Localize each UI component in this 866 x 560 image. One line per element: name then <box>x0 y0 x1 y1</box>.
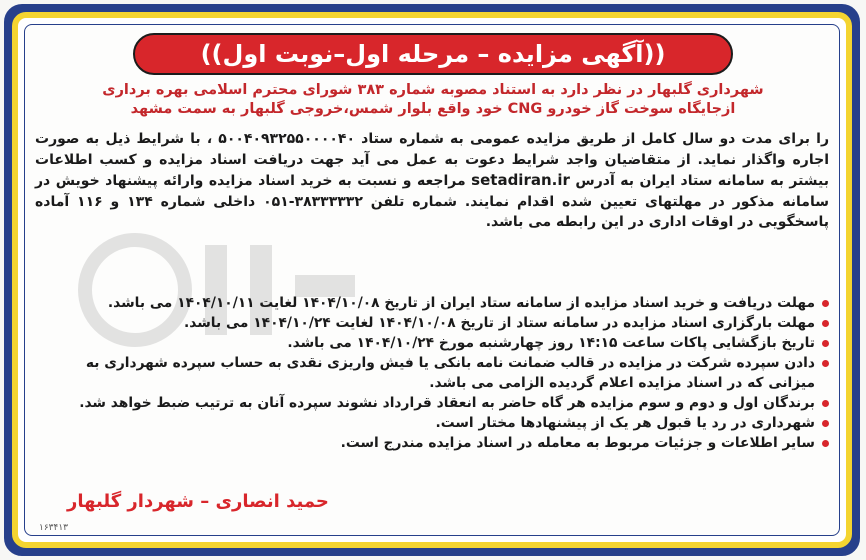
bullet-icon <box>822 300 829 307</box>
conditions-list <box>35 293 829 453</box>
bullet-icon <box>822 320 829 327</box>
title-banner <box>133 33 733 75</box>
intro-line: ازجایگاه سوخت گاز خودرو CNG خود واقع بلوار شمس،خروجی گلبهار به سمت مشهد <box>130 101 736 117</box>
reference-code: ۱۶۳۴۱۳ <box>39 523 69 533</box>
list-item: برندگان اول و دوم و سوم مزایده هر گاه حاضر به انعقاد قرارداد نشوند سپرده آنان به ترتیب ضبط خواهد شد. <box>35 393 829 413</box>
list-item: سایر اطلاعات و جزئیات مربوط به معامله در اسناد مزایده مندرج است. <box>35 433 829 453</box>
bullet-icon <box>822 400 829 407</box>
bullet-icon <box>822 420 829 427</box>
list-item: مهلت دریافت و خرید اسناد مزایده از سامانه ستاد ایران از تاریخ ۱۴۰۴/۱۰/۰۸ لغایت ۱۴۰۴/۱۰/۱۱ می باشد. <box>35 293 829 313</box>
bullet-icon <box>822 360 829 367</box>
list-item: دادن سپرده شرکت در مزایده در قالب ضمانت نامه بانکی یا فیش واریزی نقدی به حساب سپرده شهرداری به میزانی که در اسناد مزایده اعلام گردیده الزامی می باشد. <box>35 353 829 393</box>
signature: حمید انصاری – شهردار گلبهار <box>67 491 329 512</box>
body-part-1: را برای مدت دو سال کامل از طریق مزایده عمومی به شماره ستاد ۵۰۰۴۰۹۳۲۵۵۰۰۰۰۴۰ ، با شرایط ذیل به صورت اجاره واگذار نماید. از متقاضیان واجد شرایط دعوت به عمل می آید جهت دریافت اسناد مزایده و کسب اطلاعات بیشتر به سامانه ستاد ایران به آدرس <box>35 131 830 189</box>
list-item: تاریخ بازگشایی پاکات ساعت ۱۴:۱۵ روز چهارشنبه مورخ ۱۴۰۴/۱۰/۲۴ می باشد. <box>35 333 829 353</box>
setadiran-link[interactable]: setadiran.ir <box>471 171 570 189</box>
bullet-icon <box>822 340 829 347</box>
bullet-icon <box>822 440 829 447</box>
body-part-2: مراجعه و نسبت به خرید اسناد مزایده وارائه پیشنهاد خویش در سامانه مذکور در مهلتهای تعیین شده اقدام نمایند. شماره تلفن ۳۸۳۳۳۳۳۲-۰۵۱ داخلی شماره ۱۳۴ و ۱۱۶ آماده پاسخگویی در اوقات اداری در این رابطه می باشد. <box>35 173 830 230</box>
notice-title: ((آگهی مزایده – مرحله اول–نوبت اول)) <box>200 40 666 68</box>
list-item: مهلت بارگزاری اسناد مزایده در سامانه ستاد از تاریخ ۱۴۰۴/۱۰/۰۸ لغایت ۱۴۰۴/۱۰/۲۴ می باشد. <box>35 313 829 333</box>
notice-panel <box>24 24 840 536</box>
list-item: شهرداری در رد یا قبول هر یک از پیشنهادها مختار است. <box>35 413 829 433</box>
body-paragraph <box>35 129 829 233</box>
intro-text <box>37 81 829 119</box>
intro-line: شهرداری گلبهار در نظر دارد به استناد مصوبه شماره ۳۸۳ شورای محترم اسلامی بهره برداری <box>102 82 764 98</box>
